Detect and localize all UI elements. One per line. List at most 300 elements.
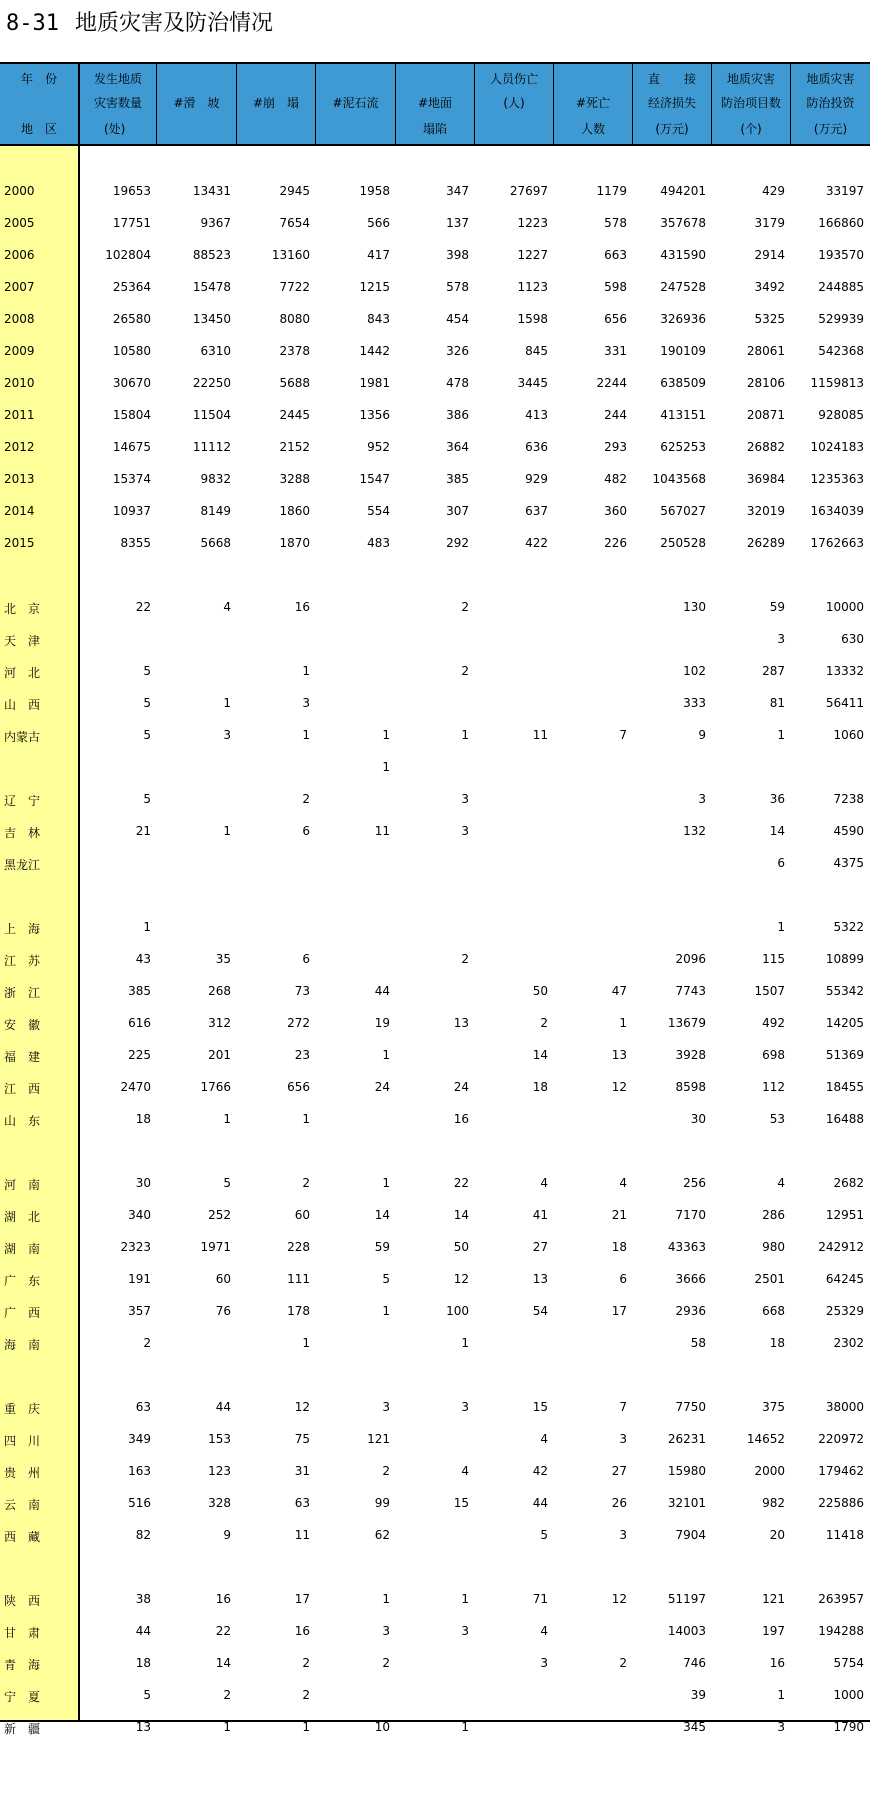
cell-debris-flow: 483 xyxy=(367,536,390,550)
row-label: 宁 夏 xyxy=(4,1690,41,1704)
row-label: 福 建 xyxy=(4,1050,41,1064)
cell-ground-subsidence: 137 xyxy=(446,216,469,230)
cell-collapse: 178 xyxy=(287,1304,310,1318)
cell-ground-subsidence: 292 xyxy=(446,536,469,550)
cell-deaths: 7 xyxy=(619,728,627,742)
cell-prevention-projects: 115 xyxy=(762,952,785,966)
cell-ground-subsidence: 326 xyxy=(446,344,469,358)
header-text: 发生地质 xyxy=(94,72,143,86)
cell-ground-subsidence: 1 xyxy=(461,1336,469,1350)
cell-debris-flow: 2 xyxy=(382,1656,390,1670)
row-label: 上 海 xyxy=(4,922,41,936)
cell-prevention-investment: 5322 xyxy=(833,920,864,934)
cell-prevention-investment: 64245 xyxy=(825,1272,864,1286)
cell-casualties: 54 xyxy=(532,1304,548,1318)
table-row xyxy=(0,534,870,554)
header-text: #滑 坡 xyxy=(173,96,220,110)
cell-prevention-projects: 2000 xyxy=(754,1464,785,1478)
cell-disaster-count: 1 xyxy=(143,920,151,934)
cell-debris-flow: 2 xyxy=(382,1464,390,1478)
cell-prevention-projects: 59 xyxy=(769,600,785,614)
cell-deaths: 482 xyxy=(604,472,627,486)
cell-prevention-investment: 193570 xyxy=(818,248,864,262)
cell-ground-subsidence: 385 xyxy=(446,472,469,486)
cell-disaster-count: 10937 xyxy=(112,504,151,518)
cell-prevention-projects: 3 xyxy=(777,1720,785,1734)
cell-deaths: 663 xyxy=(604,248,627,262)
row-label: 江 西 xyxy=(4,1082,41,1096)
cell-landslide: 4 xyxy=(223,600,231,614)
cell-direct-loss: 494201 xyxy=(660,184,706,198)
cell-direct-loss: 102 xyxy=(683,664,706,678)
cell-collapse: 16 xyxy=(294,600,310,614)
row-label: 黑龙江 xyxy=(4,858,41,872)
table-number: 8-31 xyxy=(6,11,59,36)
cell-casualties: 3 xyxy=(540,1656,548,1670)
cell-direct-loss: 13679 xyxy=(667,1016,706,1030)
cell-landslide: 76 xyxy=(215,1304,231,1318)
cell-casualties: 11 xyxy=(532,728,548,742)
cell-debris-flow: 3 xyxy=(382,1624,390,1638)
cell-ground-subsidence: 478 xyxy=(446,376,469,390)
cell-collapse: 2 xyxy=(302,1176,310,1190)
cell-debris-flow: 1981 xyxy=(359,376,390,390)
cell-deaths: 17 xyxy=(611,1304,627,1318)
cell-landslide: 312 xyxy=(208,1016,231,1030)
cell-deaths: 21 xyxy=(611,1208,627,1222)
cell-landslide: 22 xyxy=(215,1624,231,1638)
cell-direct-loss: 7170 xyxy=(675,1208,706,1222)
cell-casualties: 1227 xyxy=(517,248,548,262)
cell-ground-subsidence: 2 xyxy=(461,664,469,678)
header-prevention-projects xyxy=(712,64,791,144)
cell-prevention-investment: 5754 xyxy=(833,1656,864,1670)
cell-debris-flow: 1442 xyxy=(359,344,390,358)
cell-collapse: 2152 xyxy=(279,440,310,454)
cell-landslide: 13431 xyxy=(192,184,231,198)
cell-casualties: 5 xyxy=(540,1528,548,1542)
table-row xyxy=(0,246,870,266)
header-text: (万元) xyxy=(813,122,848,136)
header-text: (个) xyxy=(740,122,762,136)
cell-ground-subsidence: 307 xyxy=(446,504,469,518)
cell-direct-loss: 625253 xyxy=(660,440,706,454)
cell-deaths: 47 xyxy=(611,984,627,998)
cell-disaster-count: 15374 xyxy=(112,472,151,486)
cell-direct-loss: 7904 xyxy=(675,1528,706,1542)
table-row xyxy=(0,630,870,650)
cell-disaster-count: 18 xyxy=(135,1656,151,1670)
cell-collapse: 1870 xyxy=(279,536,310,550)
cell-prevention-projects: 4 xyxy=(777,1176,785,1190)
cell-ground-subsidence: 1 xyxy=(461,1720,469,1734)
cell-landslide: 1 xyxy=(223,1112,231,1126)
cell-landslide: 1971 xyxy=(200,1240,231,1254)
row-label: 山 西 xyxy=(4,698,41,712)
cell-prevention-projects: 53 xyxy=(769,1112,785,1126)
cell-landslide: 1 xyxy=(223,1720,231,1734)
cell-direct-loss: 9 xyxy=(698,728,706,742)
cell-prevention-investment: 18455 xyxy=(825,1080,864,1094)
cell-ground-subsidence: 578 xyxy=(446,280,469,294)
cell-casualties: 1598 xyxy=(517,312,548,326)
cell-ground-subsidence: 12 xyxy=(453,1272,469,1286)
header-text: 人数 xyxy=(580,122,605,136)
cell-debris-flow: 11 xyxy=(374,824,390,838)
cell-landslide: 9367 xyxy=(200,216,231,230)
table-row xyxy=(0,854,870,874)
cell-landslide: 60 xyxy=(215,1272,231,1286)
cell-debris-flow: 121 xyxy=(367,1432,390,1446)
cell-direct-loss: 58 xyxy=(690,1336,706,1350)
cell-collapse: 73 xyxy=(294,984,310,998)
cell-ground-subsidence: 13 xyxy=(453,1016,469,1030)
cell-debris-flow: 1 xyxy=(382,1048,390,1062)
cell-direct-loss: 132 xyxy=(683,824,706,838)
cell-prevention-investment: 225886 xyxy=(818,1496,864,1510)
cell-prevention-projects: 286 xyxy=(762,1208,785,1222)
cell-disaster-count: 63 xyxy=(135,1400,151,1414)
cell-prevention-projects: 375 xyxy=(762,1400,785,1414)
cell-collapse: 1 xyxy=(302,664,310,678)
header-text: (处) xyxy=(104,122,126,136)
cell-casualties: 27 xyxy=(532,1240,548,1254)
cell-debris-flow: 99 xyxy=(374,1496,390,1510)
table-row xyxy=(0,822,870,842)
cell-ground-subsidence: 24 xyxy=(453,1080,469,1094)
row-label: 海 南 xyxy=(4,1338,41,1352)
cell-deaths: 226 xyxy=(604,536,627,550)
cell-landslide: 6310 xyxy=(200,344,231,358)
cell-direct-loss: 567027 xyxy=(660,504,706,518)
cell-collapse: 8080 xyxy=(279,312,310,326)
cell-debris-flow: 3 xyxy=(382,1400,390,1414)
row-label: 2012 xyxy=(4,440,35,454)
spacer-row xyxy=(0,886,870,906)
cell-prevention-investment: 38000 xyxy=(825,1400,864,1414)
table-row xyxy=(0,1206,870,1226)
cell-direct-loss: 8598 xyxy=(675,1080,706,1094)
cell-casualties: 14 xyxy=(532,1048,548,1062)
cell-ground-subsidence: 50 xyxy=(453,1240,469,1254)
row-label: 河 北 xyxy=(4,666,41,680)
table-row xyxy=(0,662,870,682)
cell-deaths: 27 xyxy=(611,1464,627,1478)
cell-debris-flow: 10 xyxy=(374,1720,390,1734)
cell-prevention-projects: 3492 xyxy=(754,280,785,294)
cell-landslide: 15478 xyxy=(192,280,231,294)
row-label: 重 庆 xyxy=(4,1402,41,1416)
cell-casualties: 413 xyxy=(525,408,548,422)
cell-casualties: 42 xyxy=(532,1464,548,1478)
cell-ground-subsidence: 3 xyxy=(461,824,469,838)
cell-landslide: 9 xyxy=(223,1528,231,1542)
cell-disaster-count: 5 xyxy=(143,792,151,806)
cell-disaster-count: 340 xyxy=(128,1208,151,1222)
table-row xyxy=(0,1494,870,1514)
row-label: 贵 州 xyxy=(4,1466,41,1480)
header-casualties xyxy=(475,64,554,144)
cell-prevention-investment: 51369 xyxy=(825,1048,864,1062)
cell-ground-subsidence: 364 xyxy=(446,440,469,454)
cell-debris-flow: 19 xyxy=(374,1016,390,1030)
cell-prevention-projects: 20871 xyxy=(746,408,785,422)
cell-prevention-investment: 1159813 xyxy=(810,376,864,390)
cell-prevention-projects: 3179 xyxy=(754,216,785,230)
cell-landslide: 88523 xyxy=(192,248,231,262)
cell-prevention-projects: 2501 xyxy=(754,1272,785,1286)
cell-prevention-projects: 3 xyxy=(777,632,785,646)
table-row xyxy=(0,1238,870,1258)
cell-prevention-investment: 14205 xyxy=(825,1016,864,1030)
cell-deaths: 3 xyxy=(619,1528,627,1542)
cell-debris-flow: 1958 xyxy=(359,184,390,198)
table-row xyxy=(0,182,870,202)
row-label: 2005 xyxy=(4,216,35,230)
cell-direct-loss: 39 xyxy=(690,1688,706,1702)
cell-debris-flow: 5 xyxy=(382,1272,390,1286)
table-row xyxy=(0,470,870,490)
cell-prevention-projects: 197 xyxy=(762,1624,785,1638)
cell-prevention-projects: 112 xyxy=(762,1080,785,1094)
cell-prevention-investment: 33197 xyxy=(825,184,864,198)
cell-collapse: 1 xyxy=(302,1112,310,1126)
cell-deaths: 6 xyxy=(619,1272,627,1286)
cell-debris-flow: 1 xyxy=(382,1592,390,1606)
cell-direct-loss: 413151 xyxy=(660,408,706,422)
header-text: 地 区 xyxy=(20,122,57,136)
cell-landslide: 13450 xyxy=(192,312,231,326)
header-text: 人员伤亡 xyxy=(489,72,538,86)
cell-direct-loss: 333 xyxy=(683,696,706,710)
cell-direct-loss: 26231 xyxy=(667,1432,706,1446)
cell-landslide: 1 xyxy=(223,696,231,710)
header-year-region xyxy=(0,64,80,144)
cell-deaths: 578 xyxy=(604,216,627,230)
table-row xyxy=(0,1430,870,1450)
cell-landslide: 8149 xyxy=(200,504,231,518)
cell-direct-loss: 190109 xyxy=(660,344,706,358)
cell-collapse: 2 xyxy=(302,1656,310,1670)
cell-debris-flow: 1356 xyxy=(359,408,390,422)
cell-collapse: 2 xyxy=(302,792,310,806)
cell-direct-loss: 43363 xyxy=(667,1240,706,1254)
cell-ground-subsidence: 3 xyxy=(461,1624,469,1638)
cell-deaths: 2244 xyxy=(596,376,627,390)
table-row xyxy=(0,1686,870,1706)
cell-deaths: 293 xyxy=(604,440,627,454)
cell-casualties: 845 xyxy=(525,344,548,358)
cell-collapse: 3288 xyxy=(279,472,310,486)
cell-prevention-projects: 16 xyxy=(769,1656,785,1670)
cell-deaths: 2 xyxy=(619,1656,627,1670)
row-label: 天 津 xyxy=(4,634,41,648)
cell-direct-loss: 2096 xyxy=(675,952,706,966)
cell-prevention-investment: 928085 xyxy=(818,408,864,422)
cell-collapse: 2945 xyxy=(279,184,310,198)
cell-disaster-count: 5 xyxy=(143,664,151,678)
cell-disaster-count: 516 xyxy=(128,1496,151,1510)
cell-prevention-investment: 166860 xyxy=(818,216,864,230)
table-row xyxy=(0,1718,870,1738)
cell-disaster-count: 8355 xyxy=(120,536,151,550)
header-debris-flow xyxy=(316,64,396,144)
cell-disaster-count: 18 xyxy=(135,1112,151,1126)
cell-prevention-investment: 1000 xyxy=(833,1688,864,1702)
cell-collapse: 31 xyxy=(294,1464,310,1478)
cell-direct-loss: 638509 xyxy=(660,376,706,390)
row-label: 西 藏 xyxy=(4,1530,41,1544)
cell-prevention-projects: 980 xyxy=(762,1240,785,1254)
row-label: 安 徽 xyxy=(4,1018,41,1032)
cell-collapse: 7722 xyxy=(279,280,310,294)
cell-deaths: 3 xyxy=(619,1432,627,1446)
cell-prevention-investment: 10000 xyxy=(825,600,864,614)
table-row xyxy=(0,1526,870,1546)
cell-deaths: 13 xyxy=(611,1048,627,1062)
table-row xyxy=(0,950,870,970)
cell-landslide: 35 xyxy=(215,952,231,966)
cell-prevention-investment: 2302 xyxy=(833,1336,864,1350)
cell-collapse: 13160 xyxy=(271,248,310,262)
spacer-row xyxy=(0,1366,870,1386)
page-title xyxy=(6,6,273,37)
cell-landslide: 201 xyxy=(208,1048,231,1062)
data-table xyxy=(0,62,870,1736)
cell-prevention-investment: 11418 xyxy=(825,1528,864,1542)
cell-debris-flow: 843 xyxy=(367,312,390,326)
cell-collapse: 2378 xyxy=(279,344,310,358)
cell-direct-loss: 1043568 xyxy=(652,472,706,486)
cell-prevention-investment: 56411 xyxy=(825,696,864,710)
cell-disaster-count: 17751 xyxy=(112,216,151,230)
cell-disaster-count: 616 xyxy=(128,1016,151,1030)
table-row xyxy=(0,342,870,362)
cell-prevention-projects: 18 xyxy=(769,1336,785,1350)
row-label: 广 东 xyxy=(4,1274,41,1288)
cell-ground-subsidence: 22 xyxy=(453,1176,469,1190)
cell-landslide: 16 xyxy=(215,1592,231,1606)
table-header xyxy=(0,62,870,146)
cell-casualties: 4 xyxy=(540,1624,548,1638)
header-deaths xyxy=(554,64,633,144)
cell-collapse: 2 xyxy=(302,1688,310,1702)
table-row xyxy=(0,1398,870,1418)
cell-prevention-investment: 12951 xyxy=(825,1208,864,1222)
cell-prevention-investment: 4375 xyxy=(833,856,864,870)
cell-prevention-investment: 529939 xyxy=(818,312,864,326)
cell-ground-subsidence: 386 xyxy=(446,408,469,422)
cell-disaster-count: 5 xyxy=(143,696,151,710)
cell-disaster-count: 30670 xyxy=(112,376,151,390)
cell-landslide: 153 xyxy=(208,1432,231,1446)
cell-prevention-investment: 1235363 xyxy=(810,472,864,486)
cell-ground-subsidence: 16 xyxy=(453,1112,469,1126)
cell-casualties: 13 xyxy=(532,1272,548,1286)
cell-prevention-investment: 1024183 xyxy=(810,440,864,454)
row-label: 四 川 xyxy=(4,1434,41,1448)
cell-debris-flow: 24 xyxy=(374,1080,390,1094)
cell-landslide: 328 xyxy=(208,1496,231,1510)
cell-disaster-count: 357 xyxy=(128,1304,151,1318)
cell-direct-loss: 14003 xyxy=(667,1624,706,1638)
cell-direct-loss: 7743 xyxy=(675,984,706,998)
cell-prevention-investment: 4590 xyxy=(833,824,864,838)
row-label: 新 疆 xyxy=(4,1722,41,1736)
cell-ground-subsidence: 100 xyxy=(446,1304,469,1318)
cell-prevention-investment: 242912 xyxy=(818,1240,864,1254)
cell-collapse: 60 xyxy=(294,1208,310,1222)
cell-ground-subsidence: 1 xyxy=(461,1592,469,1606)
cell-ground-subsidence: 14 xyxy=(453,1208,469,1222)
cell-prevention-investment: 13332 xyxy=(825,664,864,678)
cell-landslide: 2 xyxy=(223,1688,231,1702)
cell-collapse: 272 xyxy=(287,1016,310,1030)
header-text: (人) xyxy=(503,96,525,110)
cell-prevention-projects: 287 xyxy=(762,664,785,678)
cell-prevention-investment: 1790 xyxy=(833,1720,864,1734)
table-row xyxy=(0,1270,870,1290)
cell-prevention-projects: 1 xyxy=(777,920,785,934)
header-text: 地质灾害 xyxy=(726,72,775,86)
row-label: 2000 xyxy=(4,184,35,198)
cell-disaster-count: 25364 xyxy=(112,280,151,294)
cell-direct-loss: 15980 xyxy=(667,1464,706,1478)
cell-casualties: 422 xyxy=(525,536,548,550)
table-row xyxy=(0,214,870,234)
cell-prevention-investment: 220972 xyxy=(818,1432,864,1446)
cell-disaster-count: 2470 xyxy=(120,1080,151,1094)
cell-landslide: 252 xyxy=(208,1208,231,1222)
cell-ground-subsidence: 454 xyxy=(446,312,469,326)
cell-debris-flow: 952 xyxy=(367,440,390,454)
cell-debris-flow: 44 xyxy=(374,984,390,998)
cell-casualties: 3445 xyxy=(517,376,548,390)
cell-collapse: 111 xyxy=(287,1272,310,1286)
header-disaster-count xyxy=(80,64,157,144)
cell-disaster-count: 225 xyxy=(128,1048,151,1062)
cell-debris-flow: 1 xyxy=(382,1176,390,1190)
cell-prevention-investment: 179462 xyxy=(818,1464,864,1478)
cell-disaster-count: 13 xyxy=(135,1720,151,1734)
cell-prevention-projects: 14 xyxy=(769,824,785,838)
cell-collapse: 3 xyxy=(302,696,310,710)
row-label: 江 苏 xyxy=(4,954,41,968)
cell-direct-loss: 326936 xyxy=(660,312,706,326)
cell-disaster-count: 43 xyxy=(135,952,151,966)
row-label: 2015 xyxy=(4,536,35,550)
cell-collapse: 1860 xyxy=(279,504,310,518)
cell-casualties: 1123 xyxy=(517,280,548,294)
cell-prevention-investment: 10899 xyxy=(825,952,864,966)
cell-prevention-projects: 1 xyxy=(777,1688,785,1702)
cell-deaths: 1179 xyxy=(596,184,627,198)
cell-direct-loss: 7750 xyxy=(675,1400,706,1414)
cell-collapse: 6 xyxy=(302,824,310,838)
cell-prevention-investment: 2682 xyxy=(833,1176,864,1190)
cell-collapse: 228 xyxy=(287,1240,310,1254)
cell-casualties: 637 xyxy=(525,504,548,518)
cell-direct-loss: 130 xyxy=(683,600,706,614)
cell-casualties: 1223 xyxy=(517,216,548,230)
cell-landslide: 11112 xyxy=(192,440,231,454)
cell-prevention-projects: 2914 xyxy=(754,248,785,262)
row-label: 2014 xyxy=(4,504,35,518)
cell-prevention-projects: 28061 xyxy=(746,344,785,358)
table-row xyxy=(0,726,870,746)
table-row xyxy=(0,1046,870,1066)
cell-landslide: 9832 xyxy=(200,472,231,486)
